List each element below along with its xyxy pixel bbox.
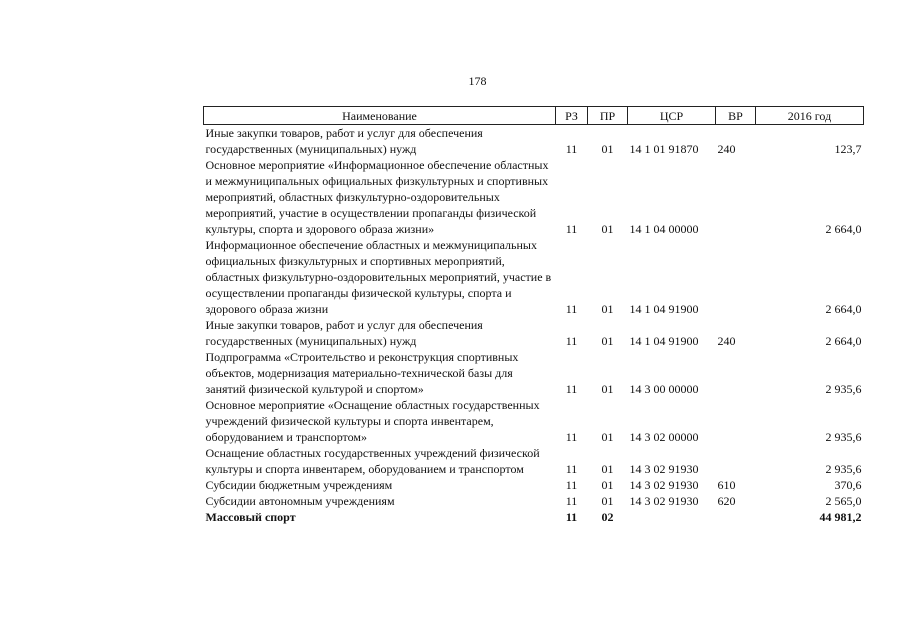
table-row [204, 445, 864, 477]
row-csr: 14 3 02 00000 [629, 430, 699, 444]
table-row-section-total [204, 509, 864, 525]
row-name: Оснащение областных государственных учреждений физической культуры и спорта инвентарем, оборудованием и транспортом [205, 446, 540, 476]
column-header-pr: ПР [588, 107, 628, 125]
row-csr [628, 509, 716, 525]
column-header-name: Наименование [204, 107, 556, 125]
row-rz: 11 [565, 142, 578, 156]
row-amount: 44 981,2 [819, 510, 862, 524]
column-header-vr: ВР [716, 107, 756, 125]
column-header-csr: ЦСР [628, 107, 716, 125]
row-vr [716, 349, 756, 397]
row-amount: 2 935,6 [825, 382, 862, 396]
row-amount: 370,6 [834, 478, 862, 492]
row-amount: 2 664,0 [825, 222, 862, 236]
row-amount: 2 664,0 [825, 302, 862, 316]
row-amount: 123,7 [834, 142, 862, 156]
row-csr: 14 3 02 91930 [629, 494, 699, 508]
column-header-year: 2016 год [756, 107, 864, 125]
row-rz: 11 [565, 334, 578, 348]
row-name: Иные закупки товаров, работ и услуг для обеспечения государственных (муниципальных) нужд [205, 318, 483, 348]
row-name: Массовый спорт [205, 510, 296, 524]
row-name: Информационное обеспечение областных и межмуниципальных официальных физкультурных и спортивных мероприятий, областных физкультурно-оздоровительных мероприятий, участие в осуществлении пропаганды физической культуры, спорта и здорового образа жизни [205, 238, 552, 316]
row-csr: 14 1 01 91870 [629, 142, 699, 156]
row-rz: 11 [565, 494, 578, 508]
row-vr: 240 [717, 142, 736, 156]
row-csr: 14 1 04 00000 [629, 222, 699, 236]
row-name: Основное мероприятие «Информационное обеспечение областных и межмуниципальных официальных физкультурных и спортивных мероприятий, областных физкультурно-оздоровительных мероприятий, участие в осуществлении пропаганды физической культуры, спорта и здорового образа жизни» [205, 158, 549, 236]
row-name: Субсидии автономным учреждениям [205, 494, 395, 508]
table-row [204, 493, 864, 509]
table-row [204, 157, 864, 237]
page-number: 178 [468, 74, 487, 88]
row-csr: 14 3 02 91930 [629, 478, 699, 492]
row-rz: 11 [565, 510, 578, 524]
row-vr: 240 [717, 334, 736, 348]
column-header-rz: РЗ [556, 107, 588, 125]
row-name: Подпрограмма «Строительство и реконструкция спортивных объектов, модернизация материально-технической базы для занятий физической культурой и спортом» [205, 350, 519, 396]
row-amount: 2 935,6 [825, 462, 862, 476]
row-pr: 01 [601, 142, 614, 156]
row-rz: 11 [565, 478, 578, 492]
row-vr [716, 157, 756, 237]
row-vr: 620 [717, 494, 736, 508]
row-rz: 11 [565, 302, 578, 316]
row-vr [716, 237, 756, 317]
row-vr: 610 [717, 478, 736, 492]
table-row [204, 397, 864, 445]
row-csr: 14 3 02 91930 [629, 462, 699, 476]
table-row [204, 237, 864, 317]
row-rz: 11 [565, 222, 578, 236]
row-vr [716, 445, 756, 477]
row-csr: 14 3 00 00000 [629, 382, 699, 396]
budget-table [203, 106, 864, 525]
row-name: Иные закупки товаров, работ и услуг для обеспечения государственных (муниципальных) нужд [205, 126, 483, 156]
row-pr: 01 [601, 222, 614, 236]
row-amount: 2 664,0 [825, 334, 862, 348]
table-header-row [204, 107, 864, 125]
row-pr: 01 [601, 334, 614, 348]
row-pr: 01 [601, 382, 614, 396]
row-name: Основное мероприятие «Оснащение областных государственных учреждений физической культуры и спорта инвентарем, оборудованием и транспортом» [205, 398, 540, 444]
row-pr: 02 [601, 510, 614, 524]
row-pr: 01 [601, 478, 614, 492]
row-pr: 01 [601, 494, 614, 508]
row-rz: 11 [565, 462, 578, 476]
row-amount: 2 935,6 [825, 430, 862, 444]
table-row [204, 349, 864, 397]
table-body [204, 125, 864, 526]
table-row [204, 317, 864, 349]
row-amount: 2 565,0 [825, 494, 862, 508]
row-pr: 01 [601, 430, 614, 444]
row-rz: 11 [565, 382, 578, 396]
row-csr: 14 1 04 91900 [629, 334, 699, 348]
row-csr: 14 1 04 91900 [629, 302, 699, 316]
table-row [204, 125, 864, 158]
row-pr: 01 [601, 462, 614, 476]
row-pr: 01 [601, 302, 614, 316]
row-vr [716, 509, 756, 525]
row-vr [716, 397, 756, 445]
table-row [204, 477, 864, 493]
row-rz: 11 [565, 430, 578, 444]
row-name: Субсидии бюджетным учреждениям [205, 478, 393, 492]
